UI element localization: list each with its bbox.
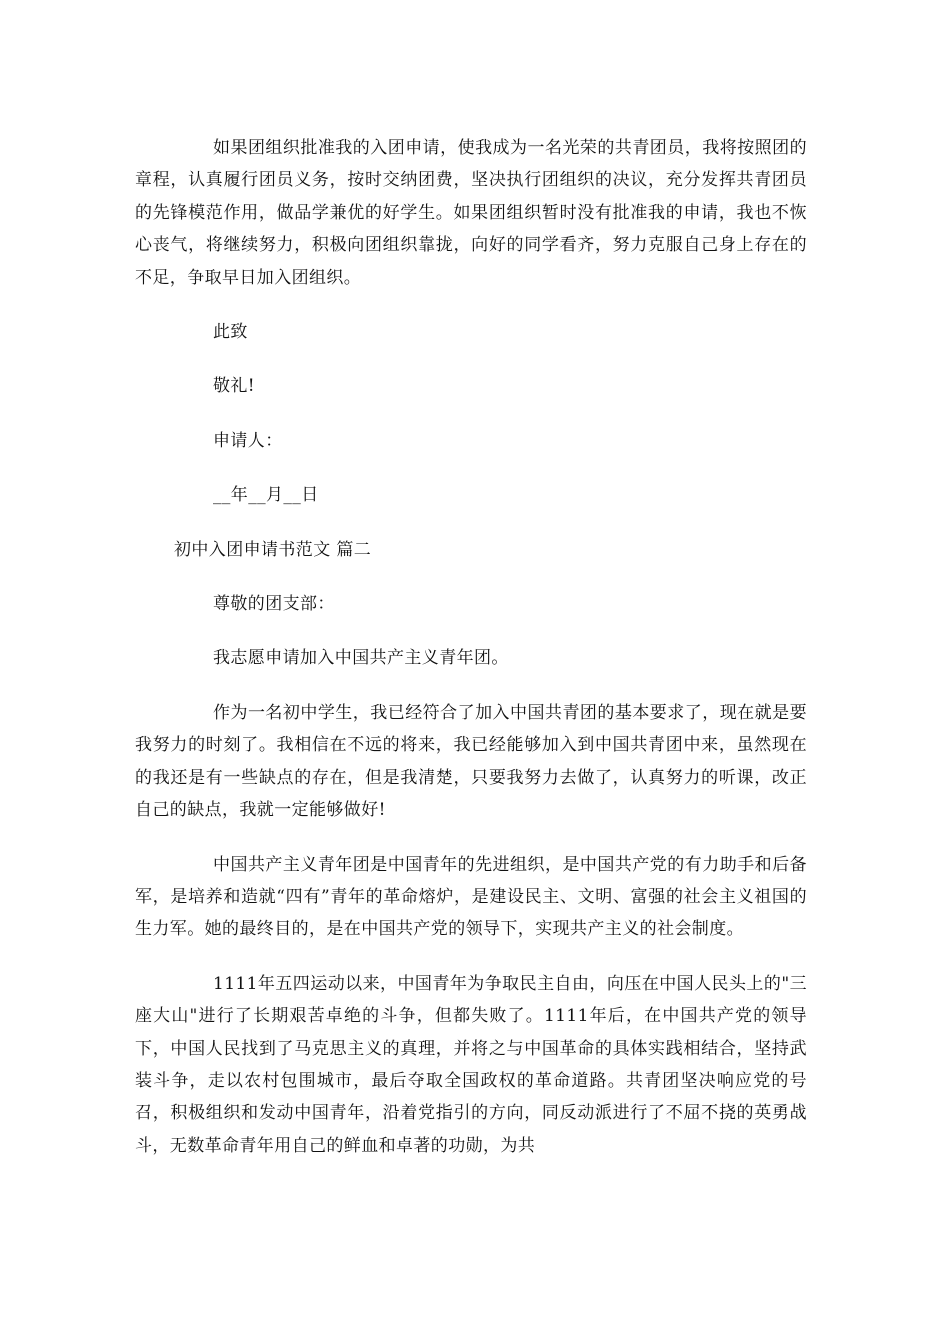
closing-salutation: 此致	[213, 322, 248, 343]
closing-regards: 敬礼!	[213, 376, 256, 397]
paragraph-history: 1111年五四运动以来，中国青年为争取民主自由，向压在中国人民头上的"三座大山"进行了长期艰苦卓绝的斗争，但都失败了。1111年后，在中国共产党的领导下，中国人民找到了马克思主义的真理，并将之与中国革命的具体实践相结合，坚持武装斗争，走以农村包围城市，最后夺取全国政权的革命道路。共青团坚决响应党的号召，积极组织和发动中国青年，沿着党指引的方向，同反动派进行了不屈不挠的英勇战斗，无数革命青年用自己的鲜血和卓著的功勋，为共	[135, 973, 807, 1156]
applicant-label: 申请人：	[213, 430, 283, 451]
document-body	[135, 132, 807, 1162]
date-line: __年__月__日	[213, 485, 319, 506]
section-heading: 初中入团申请书范文 篇二	[174, 539, 372, 560]
paragraph-league-intro: 中国共产主义青年团是中国青年的先进组织，是中国共产党的有力助手和后备军，是培养和造就“四有”青年的革命熔炉，是建设民主、文明、富强的社会主义祖国的生力军。她的最终目的，是在中国共产党的领导下，实现共产主义的社会制度。	[135, 854, 807, 940]
application-statement: 我志愿申请加入中国共产主义青年团。	[213, 648, 509, 669]
paragraph-student: 作为一名初中学生，我已经符合了加入中国共青团的基本要求了，现在就是要我努力的时刻了。我相信在不远的将来，我已经能够加入到中国共青团中来，虽然现在的我还是有一些缺点的存在，但是我清楚，只要我努力去做了，认真努力的听课，改正自己的缺点，我就一定能够做好!	[135, 702, 807, 821]
greeting: 尊敬的团支部：	[213, 594, 335, 615]
paragraph-commitment: 如果团组织批准我的入团申请，使我成为一名光荣的共青团员，我将按照团的章程，认真履行团员义务，按时交纳团费，坚决执行团组织的决议，充分发挥共青团员的先锋模范作用，做品学兼优的好学生。如果团组织暂时没有批准我的申请，我也不恢心丧气，将继续努力，积极向团组织靠拢，向好的同学看齐，努力克服自己身上存在的不足，争取早日加入团组织。	[135, 138, 807, 288]
